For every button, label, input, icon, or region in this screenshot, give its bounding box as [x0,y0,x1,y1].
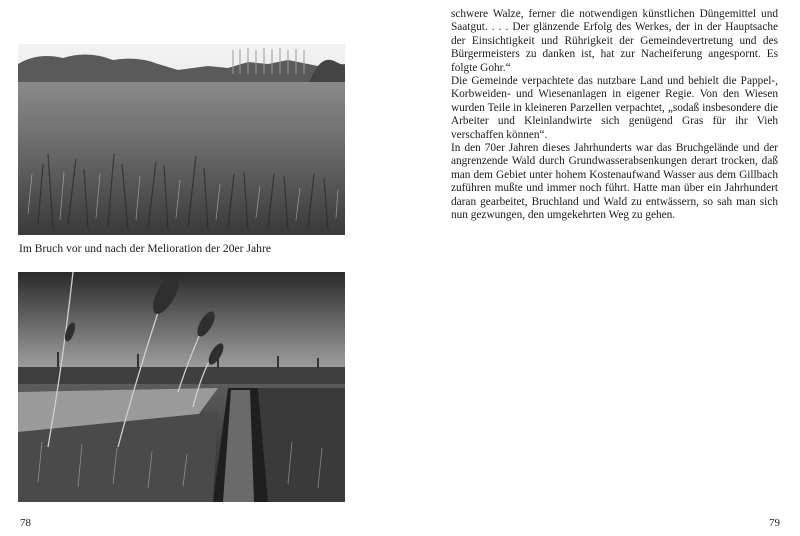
photo-caption: Im Bruch vor und nach der Melioration der 20er Jahre [19,243,271,255]
paragraph-lease: Die Gemeinde verpachtete das nutzbare Land und behielt die Pappel-, Korbweiden- und Wiesenanlagen in eigener Regie. Von den Wiesen wurden Teile in kleineren Parzellen verpachtet, „sodaß insbesondere die Arbeiter und Kleinlandwirte sich genügend Gras für ihr Vieh verschaffen können“. [451,75,778,141]
paragraph-groundwater: In den 70er Jahren dieses Jahrhunderts war das Bruchgelände und der angrenzende Wald durch Grundwasserabsenkungen derart trocken, daß man dem Gebiet unter hohem Kostenaufwand Wasser aus dem Gillbach zuführen mußte und immer noch führt. Hatte man über ein Jahrhundert daran gearbeitet, Bruchland und Wald zu entwässern, so sah man sich nun gezwungen, den umgekehrten Weg zu gehen. [451,142,778,222]
page-number-left: 78 [20,517,31,529]
body-text [451,8,778,223]
paragraph-quote-continuation: schwere Walze, ferner die notwendigen künstlichen Düngemittel und Saatgut. . . . Der glänzende Erfolg des Werkes, der in der Hauptsache der Einsichtigkeit und Rührigkeit der Gemeindevertretung und des Bürgermeisters zu danken ist, hat zur Nacheiferung angespornt. Es folgte Gohr.“ [451,8,778,74]
photo-marshland-before [18,44,345,235]
photo-ditch-after [18,272,345,502]
page-number-right: 79 [769,517,780,529]
right-page [400,0,800,536]
